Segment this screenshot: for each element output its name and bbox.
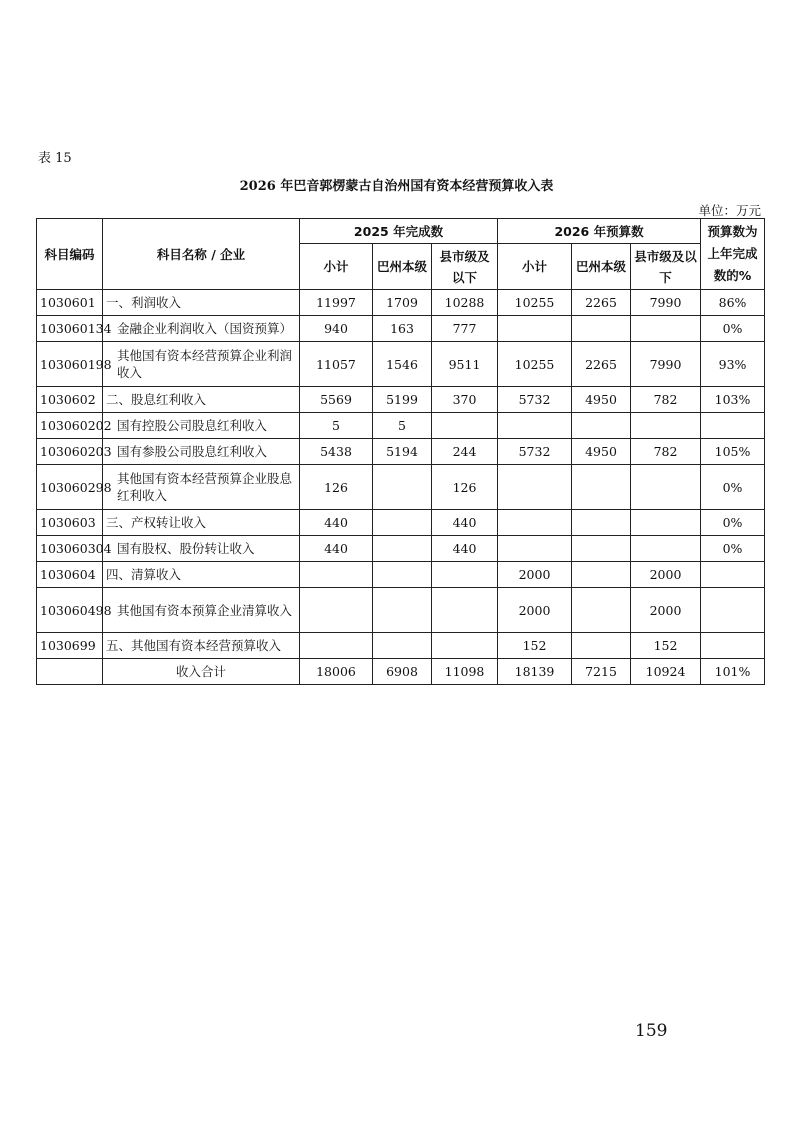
cell-v2025-subtotal: 440 xyxy=(300,536,373,562)
cell-v2026-county xyxy=(631,510,701,536)
cell-v2025-prefecture: 5199 xyxy=(373,387,432,413)
cell-v2026-subtotal: 2000 xyxy=(498,562,572,588)
cell-v2025-county: 10288 xyxy=(432,290,498,316)
cell-ratio xyxy=(701,588,765,633)
cell-name: 国有股权、股份转让收入 xyxy=(103,536,300,562)
cell-v2026-prefecture: 2265 xyxy=(572,290,631,316)
cell-v2026-prefecture: 2265 xyxy=(572,342,631,387)
cell-name: 四、清算收入 xyxy=(103,562,300,588)
cell-name: 其他国有资本经营预算企业利润收入 xyxy=(103,342,300,387)
cell-v2026-subtotal xyxy=(498,510,572,536)
cell-v2025-subtotal xyxy=(300,588,373,633)
cell-code: 103060134 xyxy=(37,316,103,342)
cell-v2025-county xyxy=(432,588,498,633)
cell-code: 1030602 xyxy=(37,387,103,413)
cell-v2026-county: 2000 xyxy=(631,562,701,588)
cell-ratio: 103% xyxy=(701,387,765,413)
cell-v2025-subtotal: 126 xyxy=(300,465,373,510)
cell-code: 103060498 xyxy=(37,588,103,633)
cell-v2025-prefecture: 1546 xyxy=(373,342,432,387)
cell-code: 103060202 xyxy=(37,413,103,439)
cell-v2025-county: 9511 xyxy=(432,342,498,387)
cell-code: 1030603 xyxy=(37,510,103,536)
cell-name: 五、其他国有资本经营预算收入 xyxy=(103,633,300,659)
cell-ratio: 0% xyxy=(701,510,765,536)
cell-v2025-county: 440 xyxy=(432,510,498,536)
cell-ratio: 0% xyxy=(701,465,765,510)
cell-ratio: 0% xyxy=(701,536,765,562)
header-code: 科目编码 xyxy=(37,219,103,290)
cell-code: 103060203 xyxy=(37,439,103,465)
cell-v2026-prefecture xyxy=(572,413,631,439)
cell-v2026-county: 2000 xyxy=(631,588,701,633)
budget-table xyxy=(36,218,765,685)
cell-ratio xyxy=(701,633,765,659)
cell-v2025-subtotal: 5 xyxy=(300,413,373,439)
cell-v2026-subtotal: 152 xyxy=(498,633,572,659)
cell-v2026-prefecture: 4950 xyxy=(572,439,631,465)
cell-ratio: 86% xyxy=(701,290,765,316)
table-row xyxy=(37,342,765,387)
cell-v2025-subtotal: 440 xyxy=(300,510,373,536)
cell-v2025-prefecture xyxy=(373,536,432,562)
cell-v2026-subtotal: 5732 xyxy=(498,387,572,413)
cell-v2026-subtotal: 10255 xyxy=(498,290,572,316)
header-2026-group: 2026 年预算数 xyxy=(498,219,701,244)
cell-v2025-county: 777 xyxy=(432,316,498,342)
cell-name: 金融企业利润收入（国资预算） xyxy=(103,316,300,342)
total-label: 收入合计 xyxy=(103,659,300,685)
cell-ratio xyxy=(701,562,765,588)
header-2025-subtotal: 小计 xyxy=(300,244,373,290)
total-v2026-county: 10924 xyxy=(631,659,701,685)
total-v2025-prefecture: 6908 xyxy=(373,659,432,685)
unit-label: 单位：万元 xyxy=(698,203,761,218)
cell-v2026-subtotal: 5732 xyxy=(498,439,572,465)
cell-v2026-prefecture xyxy=(572,316,631,342)
table-row xyxy=(37,316,765,342)
cell-code: 103060304 xyxy=(37,536,103,562)
total-ratio: 101% xyxy=(701,659,765,685)
table-row xyxy=(37,290,765,316)
cell-name: 国有控股公司股息红利收入 xyxy=(103,413,300,439)
cell-code: 103060298 xyxy=(37,465,103,510)
cell-v2026-subtotal xyxy=(498,413,572,439)
cell-code: 1030601 xyxy=(37,290,103,316)
cell-v2026-county xyxy=(631,536,701,562)
total-row xyxy=(37,659,765,685)
cell-v2026-prefecture xyxy=(572,633,631,659)
cell-v2025-subtotal: 940 xyxy=(300,316,373,342)
table-row xyxy=(37,562,765,588)
cell-v2025-county: 370 xyxy=(432,387,498,413)
table-row xyxy=(37,510,765,536)
table-row xyxy=(37,633,765,659)
cell-v2025-county xyxy=(432,562,498,588)
table-row xyxy=(37,465,765,510)
cell-v2025-prefecture: 1709 xyxy=(373,290,432,316)
cell-name: 三、产权转让收入 xyxy=(103,510,300,536)
page-number: 159 xyxy=(635,1021,668,1041)
cell-ratio: 105% xyxy=(701,439,765,465)
total-v2026-prefecture: 7215 xyxy=(572,659,631,685)
cell-name: 国有参股公司股息红利收入 xyxy=(103,439,300,465)
cell-name: 一、利润收入 xyxy=(103,290,300,316)
cell-ratio: 93% xyxy=(701,342,765,387)
header-2025-county: 县市级及以下 xyxy=(432,244,498,290)
cell-v2025-prefecture xyxy=(373,588,432,633)
table-number: 表 15 xyxy=(38,151,72,166)
cell-v2026-county xyxy=(631,465,701,510)
header-2025-group: 2025 年完成数 xyxy=(300,219,498,244)
cell-v2026-subtotal: 2000 xyxy=(498,588,572,633)
cell-code: 103060198 xyxy=(37,342,103,387)
cell-code xyxy=(37,659,103,685)
cell-v2025-prefecture xyxy=(373,465,432,510)
cell-v2026-prefecture xyxy=(572,465,631,510)
header-2025-prefecture: 巴州本级 xyxy=(373,244,432,290)
cell-name: 其他国有资本经营预算企业股息红利收入 xyxy=(103,465,300,510)
cell-v2026-subtotal xyxy=(498,465,572,510)
cell-v2025-county: 244 xyxy=(432,439,498,465)
cell-v2025-prefecture: 5194 xyxy=(373,439,432,465)
header-2026-county: 县市级及以下 xyxy=(631,244,701,290)
cell-v2026-prefecture xyxy=(572,562,631,588)
total-v2025-county: 11098 xyxy=(432,659,498,685)
cell-v2025-county xyxy=(432,633,498,659)
header-ratio: 预算数为上年完成数的% xyxy=(701,219,765,290)
cell-name: 其他国有资本预算企业清算收入 xyxy=(103,588,300,633)
cell-v2025-subtotal: 11057 xyxy=(300,342,373,387)
cell-v2025-subtotal: 11997 xyxy=(300,290,373,316)
cell-v2026-county: 7990 xyxy=(631,290,701,316)
header-2026-subtotal: 小计 xyxy=(498,244,572,290)
cell-v2025-subtotal xyxy=(300,633,373,659)
cell-v2026-prefecture xyxy=(572,536,631,562)
cell-v2025-prefecture xyxy=(373,510,432,536)
cell-code: 1030699 xyxy=(37,633,103,659)
header-2026-prefecture: 巴州本级 xyxy=(572,244,631,290)
cell-v2025-prefecture xyxy=(373,562,432,588)
header-name: 科目名称 / 企业 xyxy=(103,219,300,290)
cell-v2026-subtotal xyxy=(498,316,572,342)
cell-v2026-county xyxy=(631,316,701,342)
cell-v2026-county: 782 xyxy=(631,439,701,465)
table-row xyxy=(37,413,765,439)
total-v2026-subtotal: 18139 xyxy=(498,659,572,685)
cell-v2025-county: 126 xyxy=(432,465,498,510)
cell-v2025-subtotal xyxy=(300,562,373,588)
cell-v2026-subtotal: 10255 xyxy=(498,342,572,387)
cell-v2026-prefecture: 4950 xyxy=(572,387,631,413)
table-row xyxy=(37,387,765,413)
table-row xyxy=(37,588,765,633)
cell-ratio xyxy=(701,413,765,439)
page-title: 2026 年巴音郭楞蒙古自治州国有资本经营预算收入表 xyxy=(239,179,554,194)
cell-code: 1030604 xyxy=(37,562,103,588)
cell-v2025-prefecture: 163 xyxy=(373,316,432,342)
cell-v2026-subtotal xyxy=(498,536,572,562)
cell-v2025-county: 440 xyxy=(432,536,498,562)
table-row xyxy=(37,439,765,465)
cell-v2026-county: 782 xyxy=(631,387,701,413)
cell-v2025-county xyxy=(432,413,498,439)
cell-v2025-prefecture xyxy=(373,633,432,659)
cell-v2025-subtotal: 5569 xyxy=(300,387,373,413)
cell-v2025-subtotal: 5438 xyxy=(300,439,373,465)
cell-v2026-county: 152 xyxy=(631,633,701,659)
cell-v2026-prefecture xyxy=(572,588,631,633)
cell-v2025-prefecture: 5 xyxy=(373,413,432,439)
total-v2025-subtotal: 18006 xyxy=(300,659,373,685)
table-row xyxy=(37,536,765,562)
cell-v2026-county xyxy=(631,413,701,439)
cell-ratio: 0% xyxy=(701,316,765,342)
cell-name: 二、股息红利收入 xyxy=(103,387,300,413)
cell-v2026-prefecture xyxy=(572,510,631,536)
cell-v2026-county: 7990 xyxy=(631,342,701,387)
